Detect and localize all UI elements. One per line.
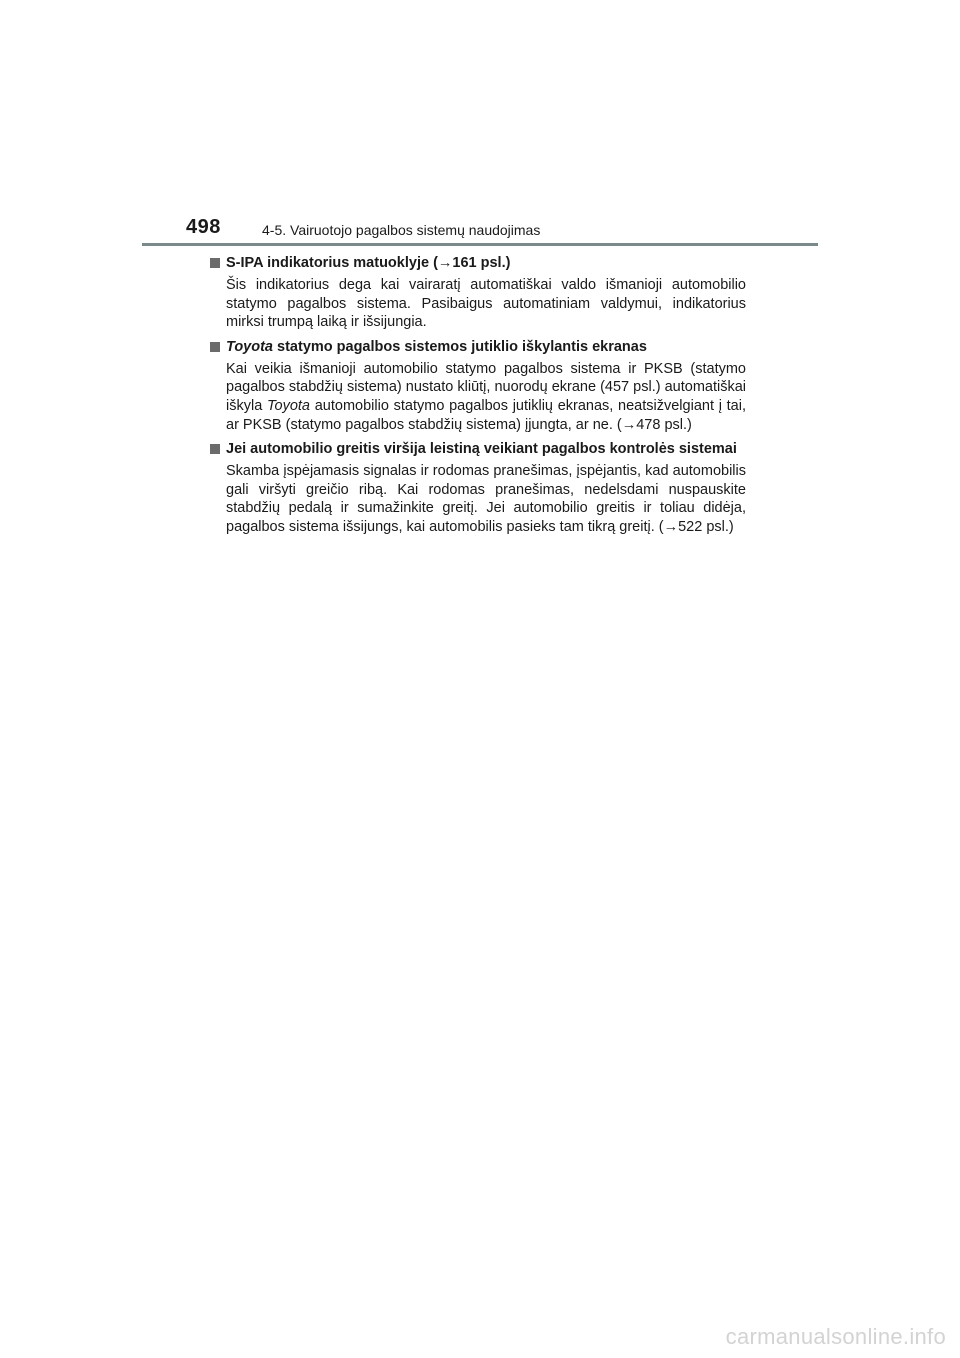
page-reference: 522 psl.) xyxy=(678,518,734,535)
heading-text: S-IPA indikatorius matuoklyje ( xyxy=(226,255,438,271)
body-text: Skamba įspėjamasis signalas ir rodomas pranešimas, įspėjantis, kad automobilis gali viršyti greičio ribą. Kai rodomas pranešimas, nedelsdami nuspauskite stabdžių pedalą ir sumažinkite greitį. Jei automobilio greitis ir toliau didėja, pagalbos sistema išsijungs, kai automobilis pasieks tam tikrą greitį. ( xyxy=(226,463,746,535)
section-body xyxy=(210,462,746,536)
heading-text: statymo pagalbos sistemos jutiklio iškylantis ekranas xyxy=(273,338,647,355)
watermark: carmanualsonline.info xyxy=(725,1324,946,1349)
arrow-icon: → xyxy=(621,416,637,433)
square-bullet-icon xyxy=(210,444,220,454)
section-s-ipa-indicator xyxy=(210,254,746,332)
running-header: 4-5. Vairuotojo pagalbos sistemų naudojimas xyxy=(262,222,541,238)
header-divider xyxy=(142,243,818,246)
section-parking-sensor-popup xyxy=(210,338,746,434)
page-reference: 478 psl.) xyxy=(636,416,692,433)
section-body xyxy=(210,360,746,434)
page-reference: 161 psl.) xyxy=(452,255,511,271)
body-text: Kai veikia išmanioji automobilio statymo pagalbos sistema ir PKSB (statymo pagalbos stabdžių sistema) nustato kliūtį, nuorodų ekrane (457 psl.) automatiškai iškyla xyxy=(226,360,746,414)
square-bullet-icon xyxy=(210,258,220,268)
brand-name: Toyota xyxy=(267,397,310,414)
body-text: automobilio statymo pagalbos jutiklių ekranas, neatsižvelgiant į tai, ar PKSB (statymo pagalbos stabdžių sistema) įjungta, ar ne. ( xyxy=(226,397,746,433)
arrow-icon: → xyxy=(663,518,679,535)
page-number: 498 xyxy=(186,216,221,238)
section-speed-exceeded xyxy=(210,440,746,536)
section-heading xyxy=(210,254,746,273)
arrow-icon: → xyxy=(437,255,453,271)
brand-name: Toyota xyxy=(226,338,273,355)
section-heading xyxy=(210,338,746,357)
body-text: Šis indikatorius dega kai vairaratį automatiškai valdo išmanioji automobilio statymo pagalbos sistema. Pasibaigus automatiniam valdymui, indikatorius mirksi trumpą laiką ir išsijungia. xyxy=(226,277,746,331)
section-body xyxy=(210,276,746,332)
square-bullet-icon xyxy=(210,342,220,352)
section-heading xyxy=(210,440,746,459)
page-content xyxy=(210,254,746,543)
heading-text: Jei automobilio greitis viršija leistiną veikiant pagalbos kontrolės sistemai xyxy=(226,441,737,458)
